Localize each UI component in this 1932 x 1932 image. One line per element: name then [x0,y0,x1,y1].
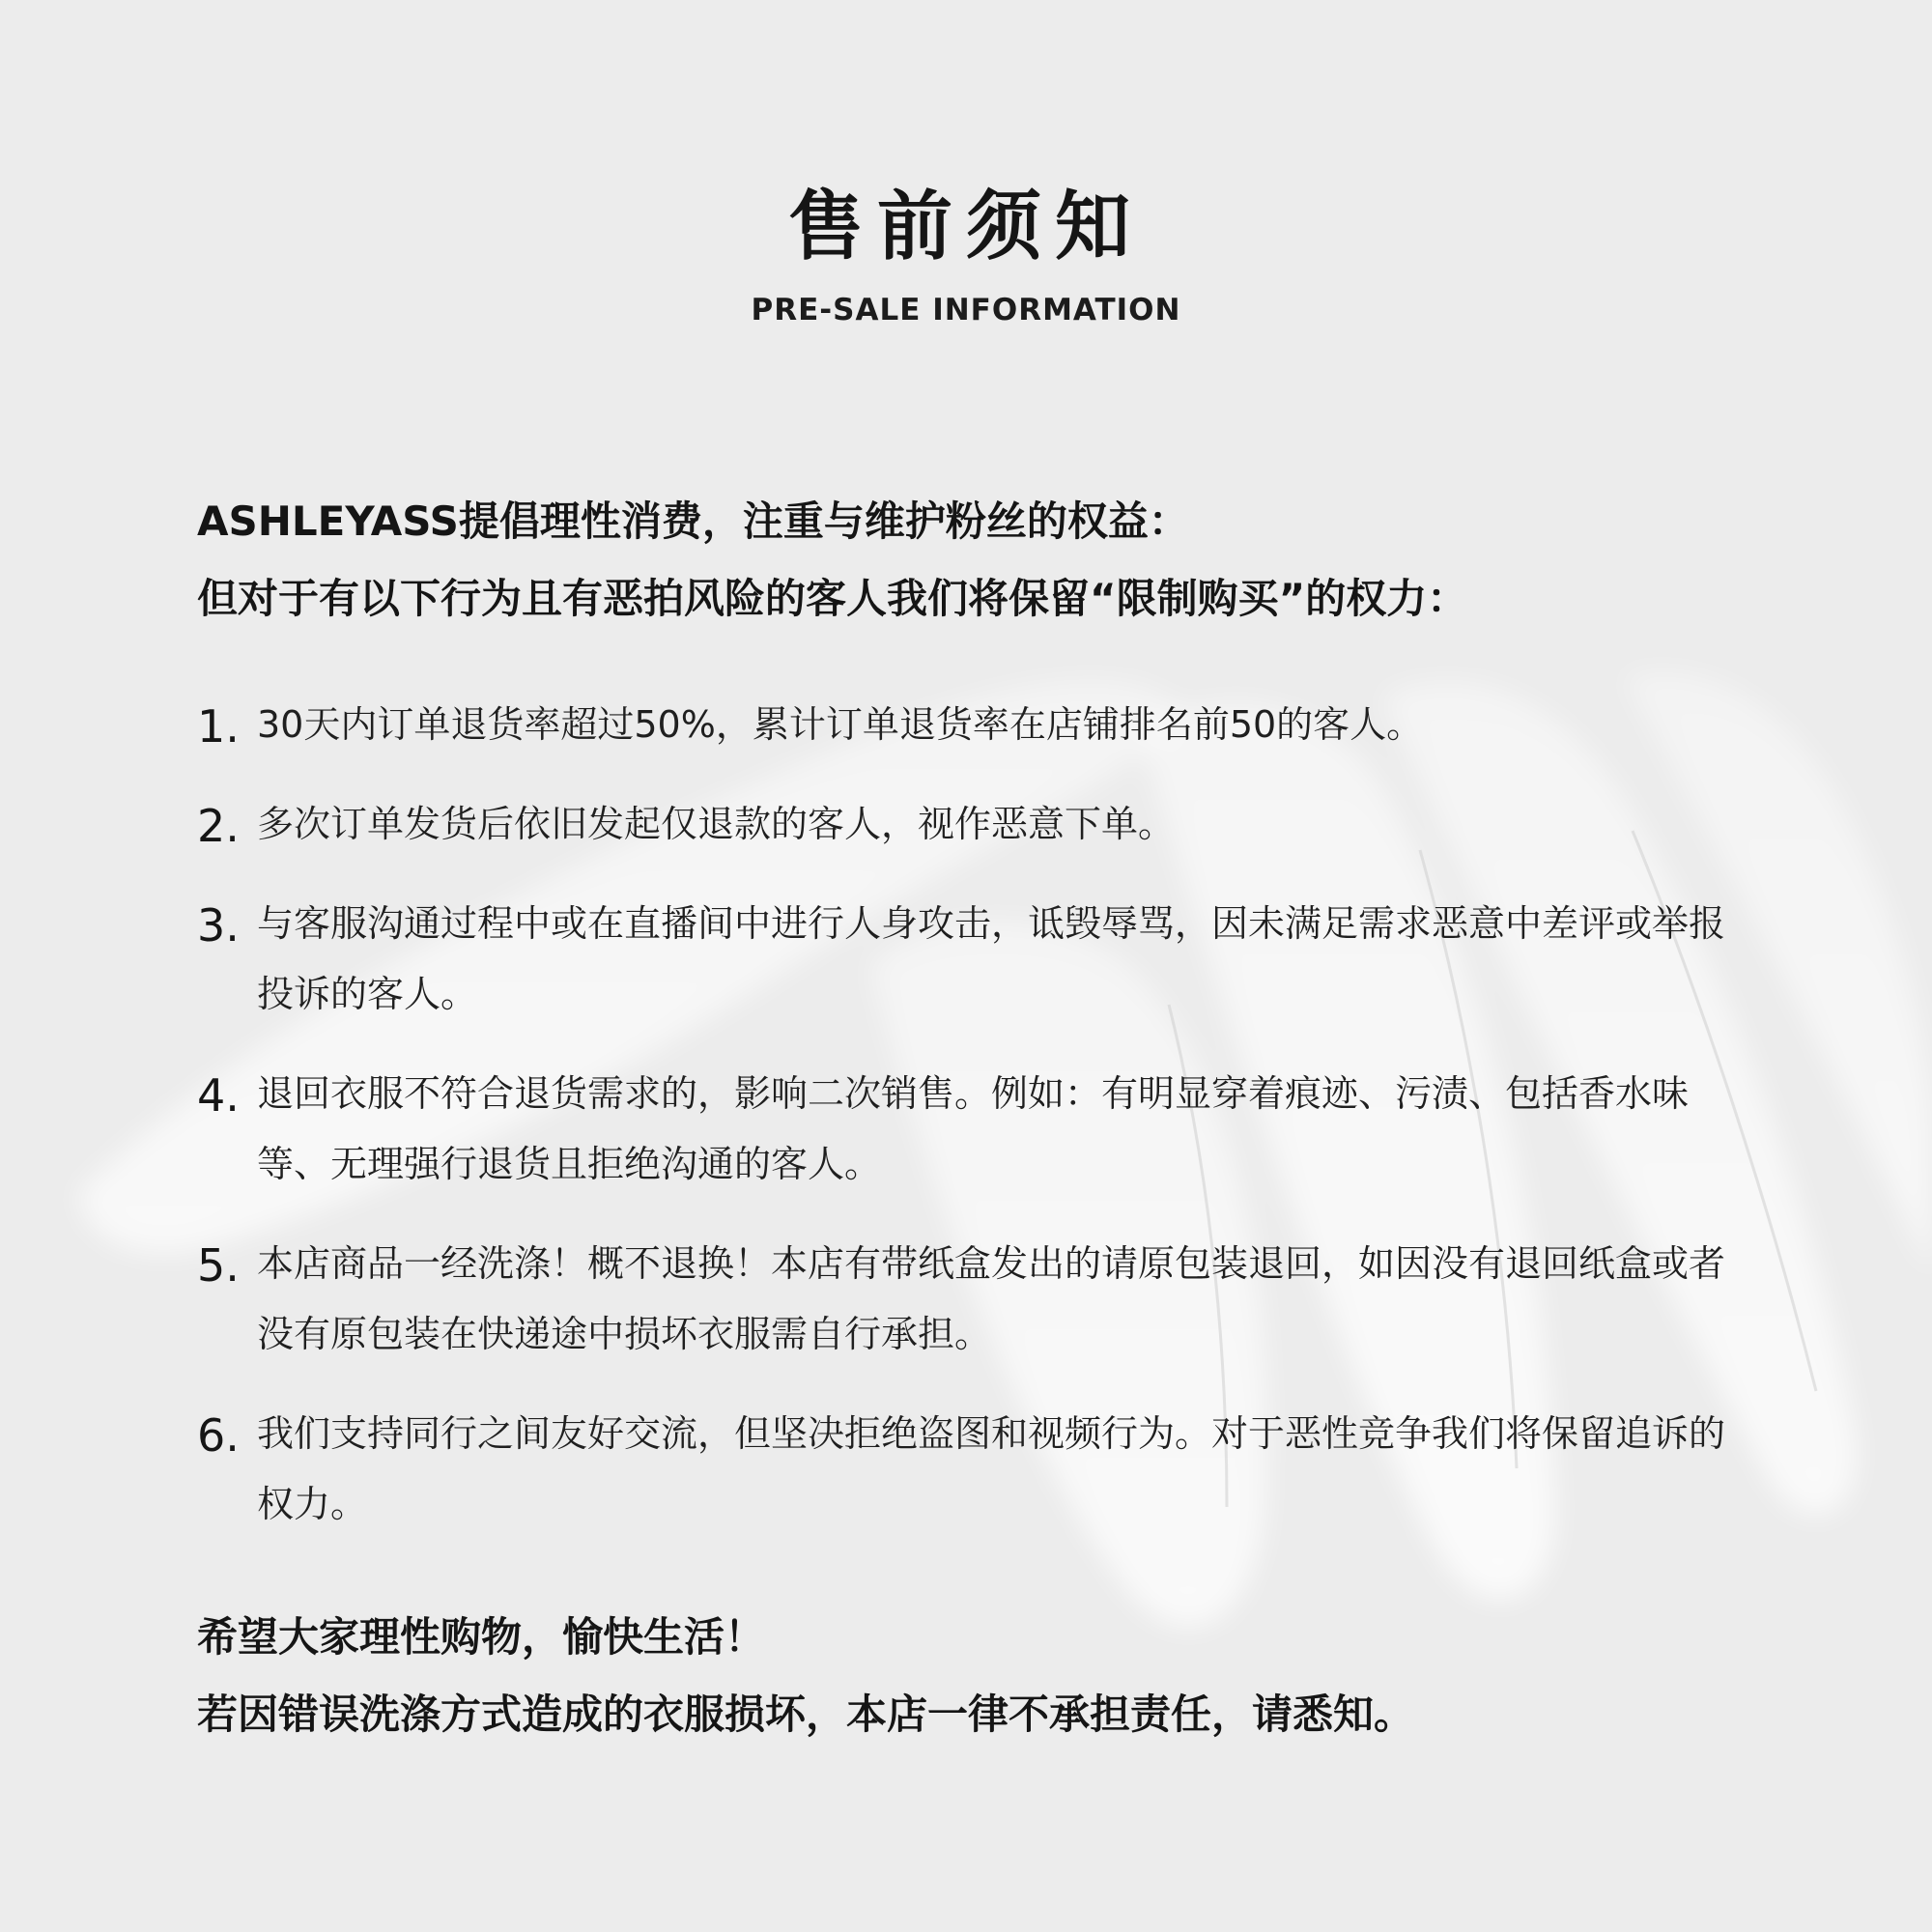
intro-line-2: 但对于有以下行为且有恶拍风险的客人我们将保留“限制购买”的权力： [197,575,1468,622]
rule-number: 5. [197,1239,240,1292]
rule-item-2 [197,789,1752,860]
rule-number: 1. [197,700,240,753]
rule-text: 30天内订单退货率超过50%，累计订单退货率在店铺排名前50的客人。 [257,703,1424,746]
rule-number: 6. [197,1409,240,1462]
rule-item-4 [197,1059,1752,1200]
rule-text: 本店商品一经洗涤！概不退换！本店有带纸盒发出的请原包装退回，如因没有退回纸盒或者没有原包装在快递途中损坏衣服需自行承担。 [257,1242,1726,1355]
rule-number: 3. [197,899,240,952]
rule-text: 我们支持同行之间友好交流，但坚决拒绝盗图和视频行为。对于恶性竞争我们将保留追诉的权力。 [257,1412,1726,1525]
page-title: 售前须知 [787,184,1144,270]
rule-text: 退回衣服不符合退货需求的，影响二次销售。例如：有明显穿着痕迹、污渍、包括香水味等、无理强行退货且拒绝沟通的客人。 [257,1072,1690,1185]
rule-item-3 [197,889,1752,1030]
intro-line-1: ASHLEYASS提倡理性消费，注重与维护粉丝的权益： [197,497,1189,545]
closing-line-2: 若因错误洗涤方式造成的衣服损坏，本店一律不承担责任，请悉知。 [197,1690,1415,1738]
rule-number: 4. [197,1069,240,1122]
closing-section [197,1599,1839,1753]
page-subtitle: PRE-SALE INFORMATION [751,293,1181,327]
rule-number: 2. [197,800,240,852]
closing-line-1: 希望大家理性购物，愉快生活！ [197,1613,766,1661]
rule-item-1 [197,690,1752,760]
rule-text: 多次订单发货后依旧发起仅退款的客人，视作恶意下单。 [257,803,1176,845]
rule-item-5 [197,1229,1752,1370]
intro-section [197,483,1839,638]
rules-list [197,690,1752,1569]
rule-text: 与客服沟通过程中或在直播间中进行人身攻击，诋毁辱骂，因未满足需求恶意中差评或举报投诉的客人。 [257,902,1726,1015]
rule-item-6 [197,1399,1752,1540]
